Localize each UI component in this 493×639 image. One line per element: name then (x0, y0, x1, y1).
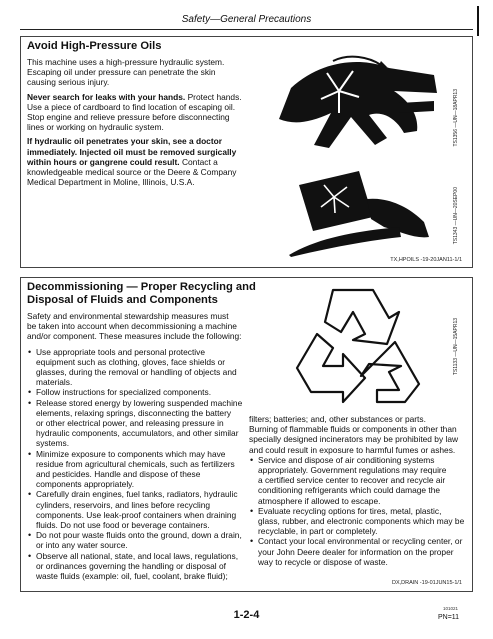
text-line: Contact a (179, 156, 218, 167)
text-line: and/or component. These measures include the following: (27, 331, 242, 342)
page-header-title: Safety—General Precautions (181, 14, 312, 25)
list-item: • Use appropriate tools and personal protective equipment such as clothing, gloves, face shields or glasses, during the removal or handling of objects and materials. (27, 347, 247, 388)
oil-injection-hand-illustration (269, 53, 449, 163)
section-high-pressure-oils (20, 36, 473, 268)
section-text (27, 57, 262, 187)
revision-date: 101021 (443, 606, 459, 611)
section-decommissioning (20, 277, 473, 592)
text-line: knowledgeable medical source or the Deere & Company (27, 167, 237, 178)
change-bar (477, 6, 479, 36)
warning-text: If hydraulic oil penetrates your skin, see a doctor (27, 136, 223, 147)
header-rule (20, 29, 473, 30)
list-item: • Service and dispose of air conditioning systems appropriately. Government regulations may require a certified service center to recover and recycle air conditioning refrigerants which could damage the atmosphere if allowed to escape. (249, 455, 471, 506)
text-line: lines or working on hydraulic system. (27, 122, 164, 133)
paragraph (27, 57, 262, 88)
text-line: Stop engine and relieve pressure before disconnecting (27, 112, 230, 123)
text-line: Medical Department in Moline, Illinois, U.S.A. (27, 177, 195, 188)
page-number: 1-2-4 (233, 609, 260, 621)
image-caption: TS1356 —UN—18APR13 (453, 89, 459, 147)
cardboard-leak-check-illustration (279, 167, 449, 257)
paragraph (27, 136, 262, 187)
pn-number: PN=11 (438, 614, 460, 621)
list-item: • Observe all national, state, and local laws, regulations, or ordinances governing the handling or disposal of waste fluids (example: oil, fuel, coolant, brake fluid); (27, 551, 247, 582)
left-column (27, 311, 247, 581)
section-title-line: Disposal of Fluids and Components (27, 294, 218, 306)
list-item: • Do not pour waste fluids onto the ground, down a drain, or into any water source. (27, 530, 247, 550)
continuation-paragraph: filters; batteries; and, other substances or parts. Burning of flammable fluids or components in other than specially designed incinerators may be prohibited by law and could result in exposure to harmful fumes or ashes. (249, 414, 459, 455)
list-item: • Evaluate recycling options for tires, metal, plastic, glass, rubber, and electronic components which may be recyclable, in part or completely. (249, 506, 471, 537)
list-item: • Follow instructions for specialized components. (27, 387, 247, 397)
text-line: Escaping oil under pressure can penetrate the skin (27, 67, 216, 78)
warning-text: within hours or gangrene could result. (27, 156, 180, 167)
bullet-list (249, 455, 471, 567)
list-item: • Carefully drain engines, fuel tanks, radiators, hydraulic cylinders, reservoirs, and lines before recycling components. Use leak-proof containers when draining fluids. Do not use food or beverage containers. (27, 489, 247, 530)
image-caption: TS1343 —UN—20SEP00 (453, 187, 459, 245)
reference-code: DX,DRAIN -19-01JUN15-1/1 (392, 580, 462, 586)
warning-text: Never search for leaks with your hands. (27, 91, 186, 102)
text-line: Protect hands. (185, 91, 242, 102)
section-title-line: Decommissioning — Proper Recycling and (27, 281, 256, 293)
recycling-icon (281, 280, 431, 408)
bullet-list (27, 347, 247, 582)
page-header (20, 14, 473, 30)
text-line: This machine uses a high-pressure hydraulic system. (27, 57, 225, 67)
image-caption: TS1133 —UN—15APR13 (453, 318, 459, 376)
reference-code: TX,HPOILS -19-20JAN11-1/1 (390, 257, 462, 263)
list-item: • Minimize exposure to components which may have residue from agricultural chemicals, such as fertilizers and pesticides. Handle and dispose of these components appropriately. (27, 449, 247, 490)
section-title (27, 281, 256, 307)
right-column (249, 414, 471, 567)
list-item: • Release stored energy by lowering suspended machine elements, relaxing springs, disconnecting the battery or other electrical power, and releasing pressure in hydraulic components, accumulators, and other similar systems. (27, 398, 247, 449)
section-title: Avoid High-Pressure Oils (27, 40, 162, 52)
text-line: Safety and environmental stewardship measures must (27, 311, 229, 321)
text-line: be taken into account when decommissioning a machine (27, 321, 237, 332)
warning-text: immediately. Injected oil must be removed surgically (27, 146, 237, 157)
paragraph (27, 92, 262, 133)
list-item: • Contact your local environmental or recycling center, or your John Deere dealer for information on the proper way to recycle or dispose of waste. (249, 536, 471, 567)
text-line: Use a piece of cardboard to find location of escaping oil. (27, 101, 236, 112)
intro-paragraph (27, 311, 247, 342)
text-line: causing serious injury. (27, 77, 110, 88)
